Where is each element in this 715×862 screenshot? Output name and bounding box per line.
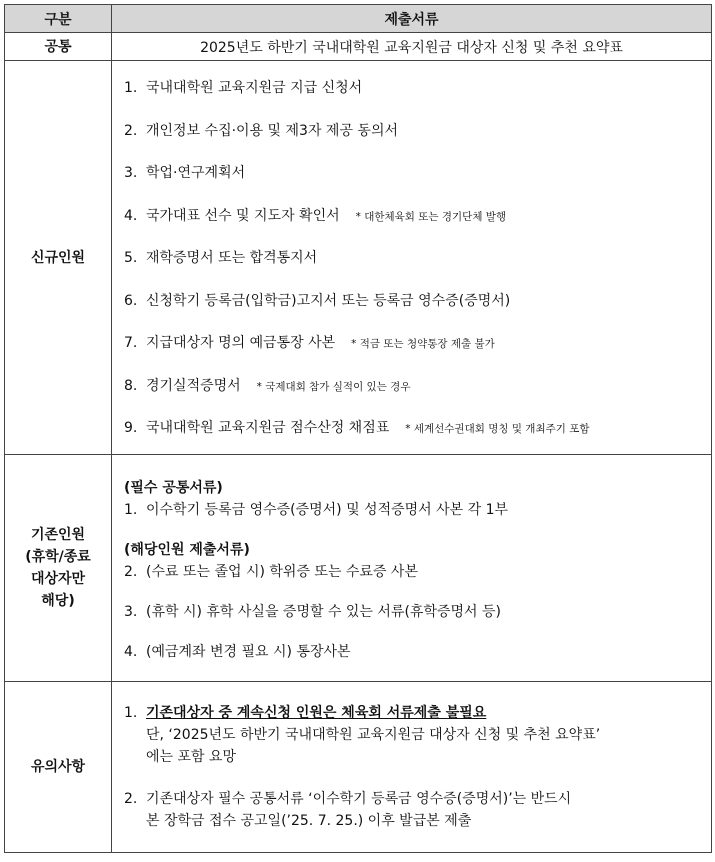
header-category: 구분 [5, 5, 112, 33]
item-text: 경기실적증명서 [146, 377, 241, 394]
item-number: 3. [124, 604, 138, 620]
table-row-new-members [5, 61, 712, 455]
note-text-line: 단, ‘2025년도 하반기 국내대학원 교육지원금 대상자 신청 및 추천 요약표’ [146, 727, 601, 743]
item-number: 1. [124, 502, 138, 518]
note-item [124, 702, 711, 724]
table-header-row [5, 5, 712, 33]
item-text: (예금계좌 변경 필요 시) 통장사본 [146, 644, 351, 660]
item-number: 8. [124, 377, 138, 394]
item-text: 재학증명서 또는 합격통지서 [146, 250, 318, 267]
item-text: 학업·연구계획서 [146, 165, 246, 182]
list-item [124, 110, 711, 153]
note-text-line: 에는 포함 요망 [146, 749, 237, 765]
item-text: (휴학 시) 휴학 사실을 증명할 수 있는 서류(휴학증명서 등) [146, 604, 501, 620]
note-item [124, 788, 711, 810]
item-text: 이수학기 등록금 영수증(증명서) 및 성적증명서 사본 각 1부 [146, 502, 509, 518]
item-number: 5. [124, 250, 138, 267]
row-label-existing-members [5, 455, 112, 682]
item-number: 4. [124, 207, 138, 224]
item-text: 국내대학원 교육지원금 지급 신청서 [146, 80, 363, 97]
existing-label-line: 대상자만 [30, 571, 86, 587]
list-item [124, 365, 711, 408]
item-number: 3. [124, 165, 138, 182]
notes-content [112, 682, 712, 853]
applicable-documents-heading: (해당인원 제출서류) [124, 542, 250, 558]
list-item [124, 322, 711, 365]
list-item [124, 407, 711, 450]
table-row-existing-members [5, 455, 712, 682]
list-item [124, 561, 711, 583]
row-label-new-members: 신규인원 [5, 61, 112, 455]
item-note: * 적금 또는 청약통장 제출 불가 [351, 338, 495, 351]
item-note: * 세계선수권대회 명칭 및 개최주기 포함 [405, 423, 590, 436]
item-number: 1. [124, 80, 138, 97]
submission-documents-table [4, 4, 712, 853]
existing-members-documents [112, 455, 712, 682]
note-text-line: 기존대상자 필수 공통서류 ‘이수학기 등록금 영수증(증명서)’는 반드시 [146, 791, 572, 807]
existing-label-line: (휴학/종료 [25, 549, 91, 565]
existing-label-line: 해당) [41, 593, 75, 609]
header-documents: 제출서류 [112, 5, 712, 33]
list-item [124, 237, 711, 280]
item-text: 개인정보 수집·이용 및 제3자 제공 동의서 [146, 122, 398, 139]
existing-label-line: 기존인원 [30, 527, 86, 543]
item-number: 2. [124, 791, 138, 807]
common-document: 2025년도 하반기 국내대학원 교육지원금 대상자 신청 및 추천 요약표 [112, 33, 712, 61]
item-number: 2. [124, 122, 138, 139]
item-number: 9. [124, 420, 138, 437]
list-item [124, 499, 711, 521]
table-row-notes [5, 682, 712, 853]
item-number: 2. [124, 564, 138, 580]
row-label-common: 공통 [5, 33, 112, 61]
list-item [124, 641, 711, 663]
new-members-list [124, 65, 711, 450]
item-number: 1. [124, 705, 138, 721]
list-item [124, 195, 711, 238]
item-text: 지급대상자 명의 예금통장 사본 [146, 335, 336, 352]
list-item [124, 280, 711, 323]
new-members-documents [112, 61, 712, 455]
item-text: 국가대표 선수 및 지도자 확인서 [146, 207, 340, 224]
list-item [124, 601, 711, 623]
note-headline: 기존대상자 중 계속신청 인원은 체육회 서류제출 불필요 [146, 705, 487, 721]
item-text: (수료 또는 졸업 시) 학위증 또는 수료증 사본 [146, 564, 418, 580]
note-text-line: 본 장학금 접수 공고일(’25. 7. 25.) 이후 발급본 제출 [146, 813, 472, 829]
table-row-common [5, 33, 712, 61]
list-item [124, 67, 711, 110]
item-text: 신청학기 등록금(입학금)고지서 또는 등록금 영수증(증명서) [146, 292, 511, 309]
list-item [124, 152, 711, 195]
row-label-notes: 유의사항 [5, 682, 112, 853]
item-text: 국내대학원 교육지원금 점수산정 채점표 [146, 420, 390, 437]
item-number: 7. [124, 335, 138, 352]
item-number: 6. [124, 292, 138, 309]
item-number: 4. [124, 644, 138, 660]
item-note: * 국제대회 참가 실적이 있는 경우 [256, 380, 411, 393]
item-note: * 대한체육회 또는 경기단체 발행 [355, 210, 507, 223]
required-common-heading: (필수 공통서류) [124, 480, 223, 496]
